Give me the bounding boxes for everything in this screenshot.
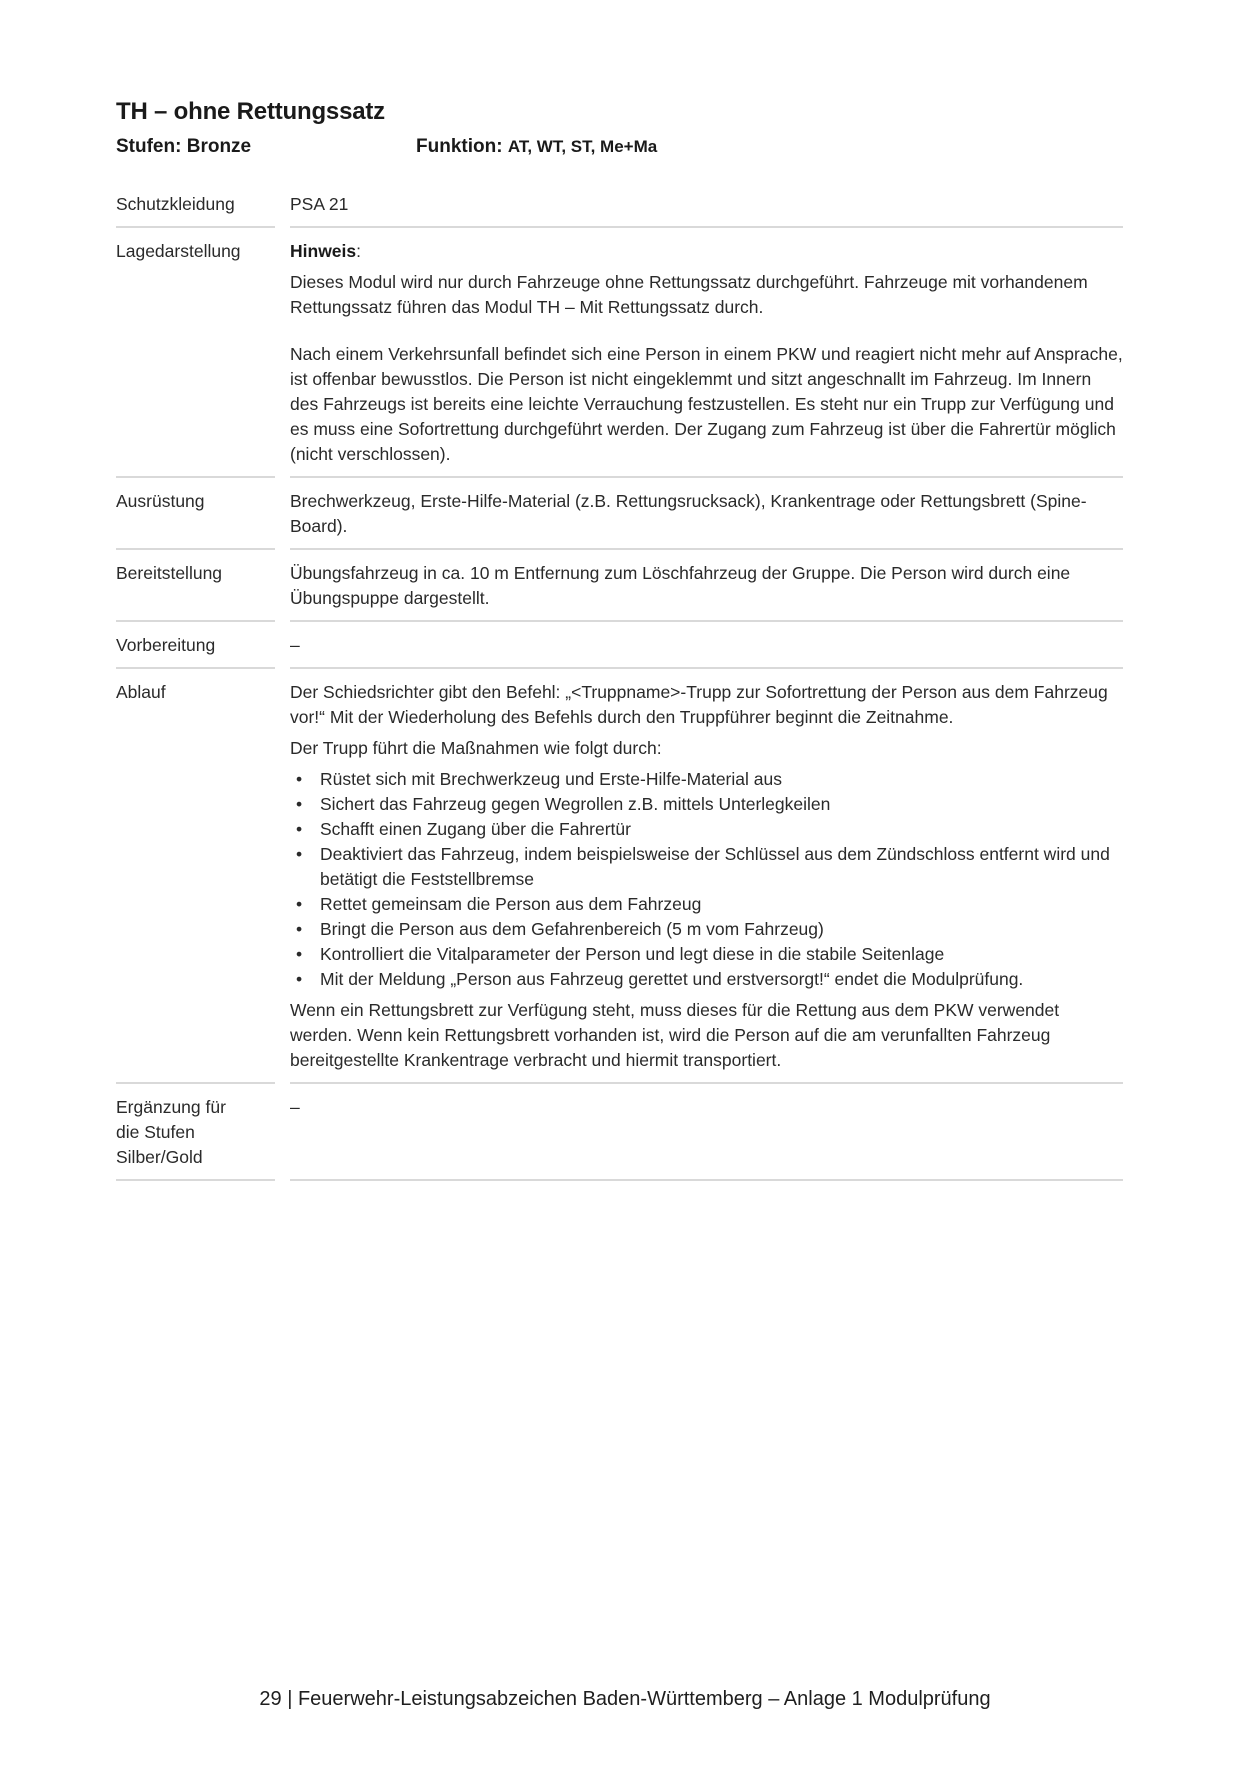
module-table [116,192,1123,1181]
row-label: Bereitstellung [116,550,275,622]
footer-separator: | [287,1688,293,1710]
row-label: Ablauf [116,669,275,1084]
row-label: Ergänzung für die Stufen Silber/Gold [116,1084,275,1181]
row-vorbereitung [116,622,1123,669]
funktion-field [416,136,657,158]
page-number: 29 [259,1688,282,1710]
stufen-value: Bronze [186,136,252,157]
list-item: • Mit der Meldung „Person aus Fahrzeug gerettet und erstversorgt!“ endet die Modulprüfung. [290,967,1123,992]
row-label: Lagedarstellung [116,228,275,478]
module-meta [116,136,1126,162]
row-value [290,669,1123,1084]
row-label: Schutzkleidung [116,192,275,228]
list-item: • Rüstet sich mit Brechwerkzeug und Erste-Hilfe-Material aus [290,767,1123,792]
row-value [290,622,1123,669]
scenario-text: Nach einem Verkehrsunfall befindet sich eine Person in einem PKW und reagiert nicht mehr auf Ansprache, ist offenbar bewusstlos. Die Person ist nicht eingeklemmt und sitzt angeschnallt im Fahrzeug. Im Innern des Fahrzeugs ist bereits eine leichte Verrauchung festzustellen. Es steht nur ein Trupp zur Verfügung und es muss eine Sofortrettung durchgeführt werden. Der Zugang zum Fahrzeug ist über die Fahrertür möglich (nicht verschlossen). [290,344,1123,464]
row-lagedarstellung [116,228,1123,478]
row-value [290,1084,1123,1181]
footer-text: Feuerwehr-Leistungsabzeichen Baden-Württemberg – Anlage 1 Modulprüfung [297,1688,991,1710]
ergaenzung-value: – [290,1097,300,1117]
list-item: • Schafft einen Zugang über die Fahrertür [290,817,1123,842]
stufen-field [116,136,251,158]
row-value [290,550,1123,622]
ablauf-intro: Der Schiedsrichter gibt den Befehl: „<Truppname>-Trupp zur Sofortrettung der Person aus dem Fahrzeug vor!“ Mit der Wiederholung des Befehls durch den Truppführer beginnt die Zeitnahme. [290,682,1108,727]
bereitstellung-value: Übungsfahrzeug in ca. 10 m Entfernung zum Löschfahrzeug der Gruppe. Die Person wird durch eine Übungspuppe dargestellt. [290,563,1071,608]
list-item: • Deaktiviert das Fahrzeug, indem beispielsweise der Schlüssel aus dem Zündschloss entfernt wird und betätigt die Feststellbremse [290,842,1123,892]
row-bereitstellung [116,550,1123,622]
hinweis-heading: Hinweis: [290,241,362,261]
ablauf-steps [290,767,1123,992]
hinweis-title: Hinweis [290,241,357,261]
row-label: Vorbereitung [116,622,275,669]
hinweis-text: Dieses Modul wird nur durch Fahrzeuge ohne Rettungssatz durchgeführt. Fahrzeuge mit vorhandenem Rettungssatz führen das Modul TH – Mit Rettungssatz durch. [290,272,1088,317]
page-footer [0,1688,1250,1711]
row-ergaenzung [116,1084,1123,1181]
row-label: Ausrüstung [116,478,275,550]
row-ausruestung [116,478,1123,550]
row-schutzkleidung [116,192,1123,228]
funktion-value: AT, WT, ST, Me+Ma [507,137,658,156]
list-item: • Rettet gemeinsam die Person aus dem Fahrzeug [290,892,1123,917]
row-value [290,228,1123,478]
list-item: • Sichert das Fahrzeug gegen Wegrollen z.B. mittels Unterlegkeilen [290,792,1123,817]
list-item: • Kontrolliert die Vitalparameter der Person und legt diese in die stabile Seitenlage [290,942,1123,967]
stufen-label: Stufen: [116,136,182,157]
row-value [290,192,1123,228]
vorbereitung-value: – [290,635,300,655]
row-value [290,478,1123,550]
list-item: • Bringt die Person aus dem Gefahrenbereich (5 m vom Fahrzeug) [290,917,1123,942]
ausruestung-value: Brechwerkzeug, Erste-Hilfe-Material (z.B. Rettungsrucksack), Krankentrage oder Rettungsbrett (Spine-Board). [290,491,1087,536]
ablauf-closing: Wenn ein Rettungsbrett zur Verfügung steht, muss dieses für die Rettung aus dem PKW verwendet werden. Wenn kein Rettungsbrett vorhanden ist, wird die Person auf die am verunfallten Fahrzeug bereitgestellte Krankentrage verbracht und hiermit transportiert. [290,1000,1060,1070]
page-title: TH – ohne Rettungssatz [116,98,385,126]
funktion-label: Funktion: [416,136,503,157]
row-ablauf [116,669,1123,1084]
ablauf-lead: Der Trupp führt die Maßnahmen wie folgt durch: [290,738,662,758]
schutzkleidung-value: PSA 21 [290,194,349,214]
